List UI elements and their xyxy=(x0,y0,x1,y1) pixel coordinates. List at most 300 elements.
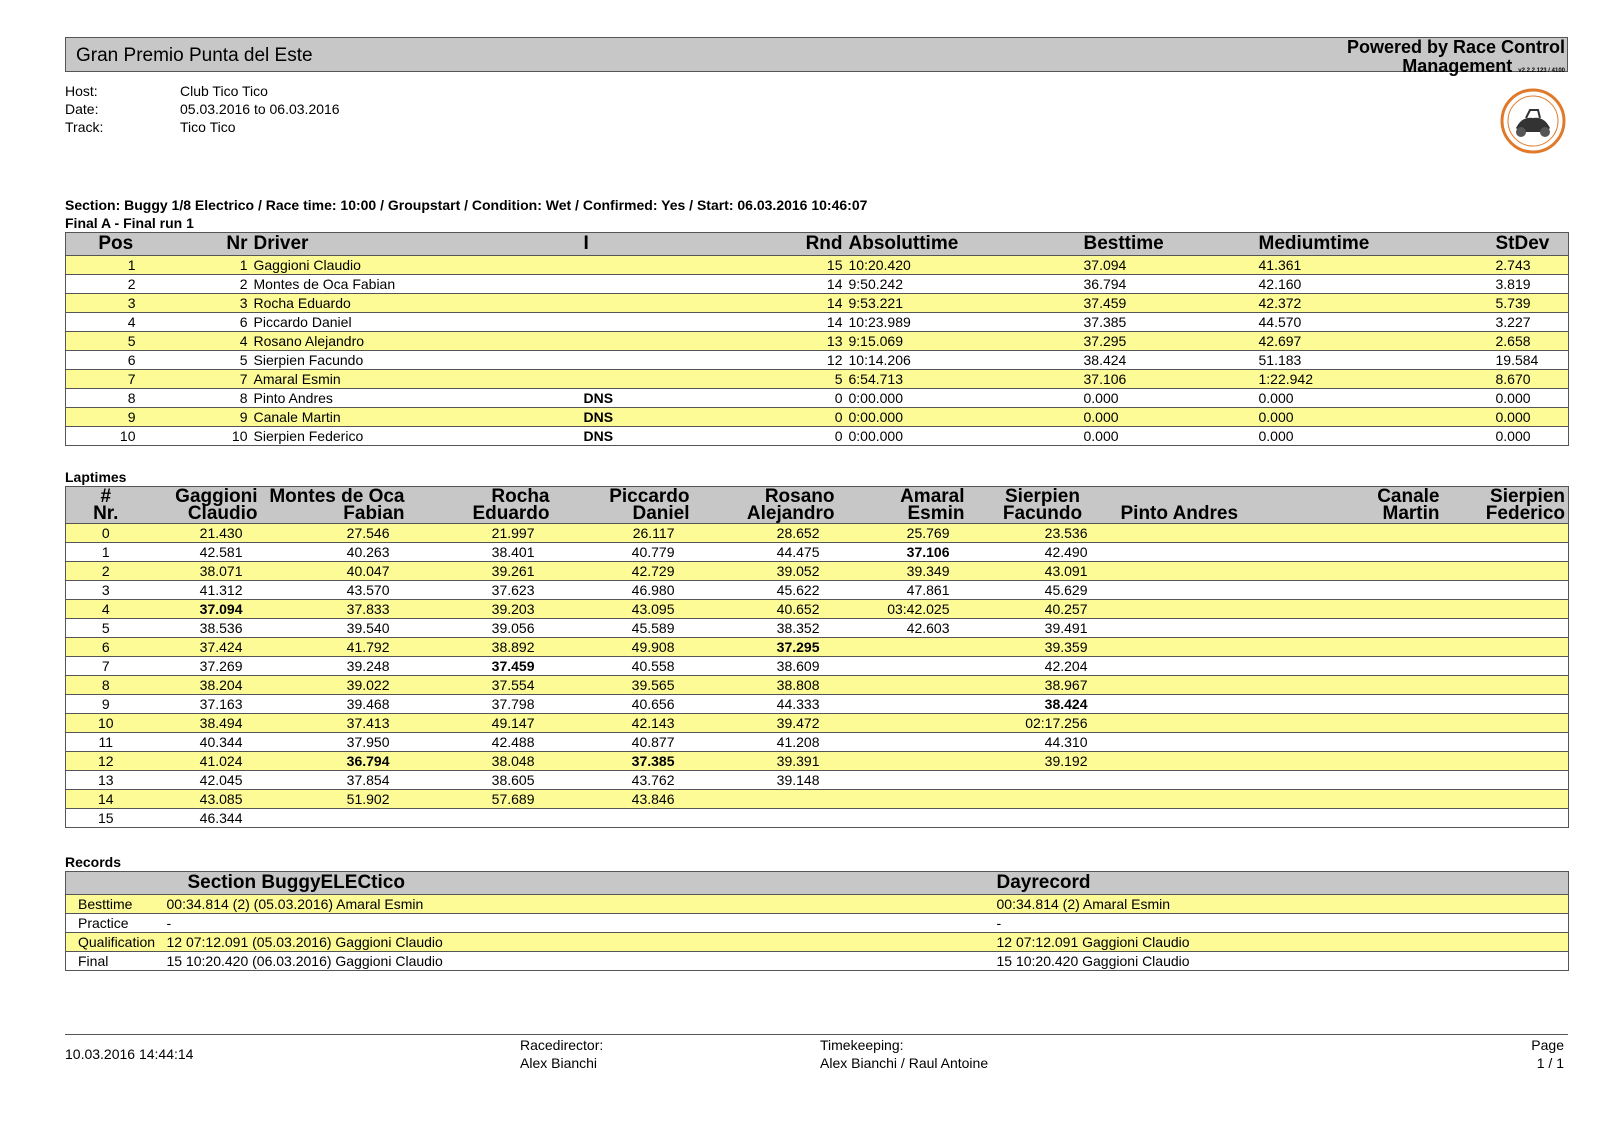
results-cell: 3.227 xyxy=(1493,313,1569,332)
results-cell: 0.000 xyxy=(1493,389,1569,408)
laptime-cell: 43.570 xyxy=(261,581,408,600)
laptime-cell: 38.536 xyxy=(146,619,261,638)
laptimes-header-10 xyxy=(1443,487,1569,524)
laptime-cell: 37.554 xyxy=(408,676,553,695)
laptime-cell: 37.854 xyxy=(261,771,408,790)
laptime-cell: 45.589 xyxy=(553,619,693,638)
laptime-cell: 40.877 xyxy=(553,733,693,752)
laptime-cell: 38.204 xyxy=(146,676,261,695)
results-cell xyxy=(581,275,716,294)
results-cell: 19.584 xyxy=(1493,351,1569,370)
laptime-cell: 12 xyxy=(66,752,146,771)
laptimes-header-line2: Fabian xyxy=(343,503,405,524)
laptime-cell: 36.794 xyxy=(261,752,408,771)
results-cell: 42.372 xyxy=(1256,294,1493,313)
laptime-cell xyxy=(1118,619,1268,638)
laptime-cell: 38.892 xyxy=(408,638,553,657)
laptime-cell xyxy=(1443,581,1569,600)
results-cell: 37.385 xyxy=(1081,313,1256,332)
laptime-cell: 42.045 xyxy=(146,771,261,790)
records-section-header: Section BuggyELECtico xyxy=(164,872,994,895)
laptime-cell: 43.762 xyxy=(553,771,693,790)
laptime-cell xyxy=(1118,581,1268,600)
laptime-cell xyxy=(1443,733,1569,752)
results-cell: 7 xyxy=(166,370,251,389)
results-cell: 5 xyxy=(716,370,846,389)
results-header-2: Driver xyxy=(251,233,581,256)
results-cell: 1 xyxy=(166,256,251,275)
footer-divider xyxy=(65,1034,1568,1035)
laptime-cell: 28.652 xyxy=(693,524,838,543)
table-row xyxy=(66,294,1569,313)
laptime-cell xyxy=(1443,809,1569,828)
laptime-cell: 37.623 xyxy=(408,581,553,600)
laptime-cell xyxy=(1443,695,1569,714)
laptime-cell xyxy=(408,809,553,828)
event-meta xyxy=(65,82,340,136)
results-cell: 0:00.000 xyxy=(846,389,1081,408)
laptime-cell: 38.808 xyxy=(693,676,838,695)
laptime-cell: 38.071 xyxy=(146,562,261,581)
results-cell: 15 xyxy=(716,256,846,275)
laptime-cell xyxy=(838,809,968,828)
laptimes-header-line1: Amaral xyxy=(900,486,965,507)
laptime-cell: 39.022 xyxy=(261,676,408,695)
timekeeping xyxy=(820,1036,988,1072)
racedirector-name: Alex Bianchi xyxy=(520,1055,598,1071)
laptime-cell: 37.833 xyxy=(261,600,408,619)
laptimes-header-9 xyxy=(1268,487,1443,524)
laptime-cell: 41.792 xyxy=(261,638,408,657)
laptime-cell xyxy=(1118,657,1268,676)
powered-by-line2: Management xyxy=(1402,56,1513,76)
table-row xyxy=(66,408,1569,427)
results-header-7: Mediumtime xyxy=(1256,233,1493,256)
laptime-cell xyxy=(968,771,1118,790)
laptime-cell xyxy=(1443,752,1569,771)
results-cell: 9 xyxy=(166,408,251,427)
results-cell: 0.000 xyxy=(1081,389,1256,408)
table-row xyxy=(66,332,1569,351)
laptime-cell xyxy=(838,752,968,771)
laptime-cell xyxy=(1268,562,1443,581)
laptime-cell: 27.546 xyxy=(261,524,408,543)
timekeeping-label: Timekeeping: xyxy=(820,1037,904,1053)
laptime-cell: 40.558 xyxy=(553,657,693,676)
laptime-cell: 40.263 xyxy=(261,543,408,562)
laptime-cell xyxy=(1443,562,1569,581)
results-cell: DNS xyxy=(581,408,716,427)
laptimes-label: Laptimes xyxy=(65,469,127,485)
laptime-cell: 46.344 xyxy=(199,810,243,826)
laptime-cell xyxy=(838,714,968,733)
results-cell: 14 xyxy=(716,313,846,332)
laptime-cell xyxy=(1443,600,1569,619)
results-header-1: Nr xyxy=(166,233,251,256)
laptime-cell: 0 xyxy=(66,524,146,543)
laptimes-header-0 xyxy=(66,487,146,524)
laptime-cell xyxy=(1443,771,1569,790)
laptimes-header-4 xyxy=(553,487,693,524)
laptime-cell: 40.257 xyxy=(968,600,1118,619)
laptime-cell: 8 xyxy=(66,676,146,695)
laptime-cell xyxy=(1268,524,1443,543)
results-cell: 42.160 xyxy=(1256,275,1493,294)
table-row xyxy=(66,427,1569,446)
results-cell: 2 xyxy=(166,275,251,294)
results-header-6: Besttime xyxy=(1081,233,1256,256)
results-cell: 9 xyxy=(66,408,166,427)
results-cell: 10:20.420 xyxy=(846,256,1081,275)
laptime-cell: 9 xyxy=(66,695,146,714)
laptime-cell: 10 xyxy=(66,714,146,733)
laptime-cell: 42.143 xyxy=(553,714,693,733)
version-label: v2.2.2.123 / 4100 xyxy=(1518,68,1565,74)
report-title-bar xyxy=(65,37,1568,76)
laptime-cell xyxy=(1443,524,1569,543)
laptime-cell xyxy=(838,771,968,790)
laptime-cell: 49.908 xyxy=(553,638,693,657)
table-row xyxy=(66,752,1569,771)
laptime-cell: 42.603 xyxy=(838,619,968,638)
results-cell: 2.658 xyxy=(1493,332,1569,351)
laptime-cell: 39.052 xyxy=(693,562,838,581)
table-row xyxy=(66,543,1569,562)
table-row xyxy=(66,714,1569,733)
table-row xyxy=(66,914,1569,933)
results-cell xyxy=(581,370,716,389)
laptime-cell xyxy=(1268,581,1443,600)
laptime-cell: 39.565 xyxy=(553,676,693,695)
laptime-cell xyxy=(1118,524,1268,543)
laptime-cell xyxy=(1443,657,1569,676)
results-cell: 9:15.069 xyxy=(846,332,1081,351)
laptime-cell: 43.085 xyxy=(146,790,261,809)
laptimes-header-line2: Martin xyxy=(1382,503,1440,524)
results-cell: 44.570 xyxy=(1256,313,1493,332)
results-cell xyxy=(581,332,716,351)
results-cell: Sierpien Federico xyxy=(253,428,364,444)
laptimes-header-2 xyxy=(261,487,408,524)
laptime-cell: 38.352 xyxy=(693,619,838,638)
laptime-cell xyxy=(1118,562,1268,581)
laptime-cell: 38.605 xyxy=(408,771,553,790)
laptime-cell xyxy=(1268,752,1443,771)
results-cell: 36.794 xyxy=(1081,275,1256,294)
results-cell: 6 xyxy=(166,313,251,332)
laptime-cell: 37.106 xyxy=(838,543,968,562)
results-cell: 10:23.989 xyxy=(846,313,1081,332)
laptimes-header-line1: Rosano xyxy=(764,486,835,507)
laptimes-header-line1: Rocha xyxy=(491,486,550,507)
record-cell: Qualification xyxy=(66,933,164,952)
records-table xyxy=(65,871,1569,971)
laptime-cell xyxy=(968,790,1118,809)
laptime-cell xyxy=(1268,638,1443,657)
results-cell xyxy=(581,294,716,313)
results-cell: Pinto Andres xyxy=(251,389,581,408)
laptimes-header-line1: Piccardo xyxy=(609,486,690,507)
laptime-cell: 39.148 xyxy=(693,771,838,790)
results-cell: 0:00.000 xyxy=(848,428,903,444)
laptime-cell: 38.967 xyxy=(968,676,1118,695)
laptime-cell xyxy=(1118,676,1268,695)
laptime-cell: 37.413 xyxy=(261,714,408,733)
results-cell: 37.459 xyxy=(1081,294,1256,313)
laptimes-header-7 xyxy=(968,487,1118,524)
laptimes-header-5 xyxy=(693,487,838,524)
results-cell: 12 xyxy=(716,351,846,370)
record-cell: 00:34.814 (2) Amaral Esmin xyxy=(994,895,1569,914)
results-cell: Sierpien Facundo xyxy=(251,351,581,370)
laptime-cell xyxy=(838,657,968,676)
laptime-cell: 4 xyxy=(66,600,146,619)
table-row xyxy=(66,695,1569,714)
table-row xyxy=(66,676,1569,695)
record-cell: 00:34.814 (2) (05.03.2016) Amaral Esmin xyxy=(164,895,994,914)
laptimes-header-line2: Alejandro xyxy=(746,503,835,524)
results-cell: 5 xyxy=(66,332,166,351)
laptimes-header-line2: Federico xyxy=(1485,503,1565,524)
laptime-cell: 37.459 xyxy=(408,657,553,676)
laptime-cell xyxy=(1268,809,1443,828)
results-cell: Amaral Esmin xyxy=(251,370,581,389)
laptime-cell xyxy=(1118,543,1268,562)
laptime-cell xyxy=(1268,790,1443,809)
laptime-cell xyxy=(1268,676,1443,695)
results-cell: 0.000 xyxy=(1495,428,1531,444)
laptime-cell xyxy=(553,809,693,828)
records-dayrecord-header: Dayrecord xyxy=(994,872,1569,895)
results-cell: Canale Martin xyxy=(251,408,581,427)
results-cell: 3 xyxy=(166,294,251,313)
results-cell: 8.670 xyxy=(1493,370,1569,389)
laptime-cell: 13 xyxy=(66,771,146,790)
laptime-cell: 7 xyxy=(66,657,146,676)
results-cell: 0.000 xyxy=(1083,428,1119,444)
laptime-cell xyxy=(838,676,968,695)
table-row xyxy=(66,351,1569,370)
results-cell: 14 xyxy=(716,275,846,294)
laptime-cell: 26.117 xyxy=(553,524,693,543)
laptime-cell: 37.424 xyxy=(146,638,261,657)
laptime-cell xyxy=(1118,600,1268,619)
laptime-cell: 38.048 xyxy=(408,752,553,771)
laptimes-header-8 xyxy=(1118,487,1268,524)
laptime-cell xyxy=(968,809,1118,828)
laptime-cell: 42.204 xyxy=(968,657,1118,676)
printed-timestamp: 10.03.2016 14:44:14 xyxy=(65,1046,194,1062)
laptime-cell: 39.468 xyxy=(261,695,408,714)
laptime-cell xyxy=(1118,733,1268,752)
laptime-cell: 47.861 xyxy=(838,581,968,600)
timekeeping-names: Alex Bianchi / Raul Antoine xyxy=(820,1055,989,1071)
results-cell: 0 xyxy=(716,408,846,427)
laptimes-header-line1: Sierpien xyxy=(1490,486,1565,507)
laptime-cell xyxy=(1268,657,1443,676)
laptimes-header-line1: # xyxy=(100,486,112,507)
results-header-0: Pos xyxy=(66,233,166,256)
laptime-cell: 39.248 xyxy=(261,657,408,676)
laptime-cell xyxy=(1118,771,1268,790)
laptimes-header-line2: Nr. xyxy=(93,503,119,524)
record-cell: 12 07:12.091 (05.03.2016) Gaggioni Claudio xyxy=(164,933,994,952)
results-cell: 37.295 xyxy=(1081,332,1256,351)
laptime-cell: 37.950 xyxy=(261,733,408,752)
laptime-cell xyxy=(1443,790,1569,809)
laptime-cell: 43.091 xyxy=(968,562,1118,581)
record-cell: Besttime xyxy=(66,895,164,914)
results-table xyxy=(65,232,1569,446)
table-row xyxy=(66,790,1569,809)
laptime-cell: 40.656 xyxy=(553,695,693,714)
results-cell: 0 xyxy=(834,428,843,444)
laptime-cell: 51.902 xyxy=(261,790,408,809)
laptimes-header-line1: Canale xyxy=(1377,486,1440,507)
laptime-cell: 37.163 xyxy=(146,695,261,714)
laptime-cell xyxy=(838,638,968,657)
laptime-cell: 39.359 xyxy=(968,638,1118,657)
laptime-cell: 43.095 xyxy=(553,600,693,619)
records-label: Records xyxy=(65,854,122,870)
laptime-cell xyxy=(693,790,838,809)
results-cell: 10 xyxy=(231,428,248,444)
report-title: Gran Premio Punta del Este xyxy=(76,45,313,66)
laptime-cell: 42.490 xyxy=(968,543,1118,562)
laptime-cell xyxy=(838,790,968,809)
laptime-cell: 40.344 xyxy=(146,733,261,752)
laptime-cell: 39.391 xyxy=(693,752,838,771)
laptimes-header-line2: Claudio xyxy=(187,503,258,524)
laptime-cell: 41.312 xyxy=(146,581,261,600)
laptime-cell xyxy=(1268,733,1443,752)
page-label: Page xyxy=(1531,1037,1564,1053)
laptime-cell: 37.798 xyxy=(408,695,553,714)
results-cell: Montes de Oca Fabian xyxy=(251,275,581,294)
laptime-cell: 21.997 xyxy=(408,524,553,543)
laptime-cell: 14 xyxy=(66,790,146,809)
record-cell: Final xyxy=(78,953,109,969)
laptime-cell: 46.980 xyxy=(553,581,693,600)
table-row xyxy=(66,657,1569,676)
laptime-cell xyxy=(1118,714,1268,733)
results-cell: 4 xyxy=(66,313,166,332)
table-row xyxy=(66,733,1569,752)
results-cell: 0.000 xyxy=(1258,428,1294,444)
results-cell: 1:22.942 xyxy=(1256,370,1493,389)
racedirector-label: Racedirector: xyxy=(520,1037,604,1053)
laptime-cell xyxy=(1118,752,1268,771)
laptime-cell xyxy=(1268,600,1443,619)
laptime-cell: 39.491 xyxy=(968,619,1118,638)
results-cell: DNS xyxy=(581,389,716,408)
results-cell: 51.183 xyxy=(1256,351,1493,370)
results-cell: Rocha Eduardo xyxy=(251,294,581,313)
laptime-cell: 37.269 xyxy=(146,657,261,676)
results-header-8: StDev xyxy=(1493,233,1569,256)
laptime-cell: 37.094 xyxy=(146,600,261,619)
laptime-cell xyxy=(1443,676,1569,695)
results-cell: 5.739 xyxy=(1493,294,1569,313)
laptimes-table xyxy=(65,486,1569,828)
laptime-cell: 6 xyxy=(66,638,146,657)
laptime-cell xyxy=(838,733,968,752)
laptime-cell: 11 xyxy=(66,733,146,752)
laptime-cell: 39.349 xyxy=(838,562,968,581)
table-row xyxy=(66,638,1569,657)
laptime-cell: 38.494 xyxy=(146,714,261,733)
results-cell: 37.106 xyxy=(1081,370,1256,389)
laptime-cell: 57.689 xyxy=(408,790,553,809)
laptime-cell: 38.401 xyxy=(408,543,553,562)
laptime-cell xyxy=(261,809,408,828)
results-cell xyxy=(581,313,716,332)
results-cell: 41.361 xyxy=(1256,256,1493,275)
results-cell: 0.000 xyxy=(1256,408,1493,427)
results-cell: 4 xyxy=(166,332,251,351)
laptime-cell: 39.540 xyxy=(261,619,408,638)
laptime-cell: 44.475 xyxy=(693,543,838,562)
laptime-cell: 40.779 xyxy=(553,543,693,562)
laptime-cell: 15 xyxy=(97,810,114,826)
club-logo-icon xyxy=(1500,88,1566,154)
laptime-cell xyxy=(693,809,838,828)
laptime-cell: 39.056 xyxy=(408,619,553,638)
laptime-cell xyxy=(1268,543,1443,562)
laptime-cell: 42.488 xyxy=(408,733,553,752)
results-header-5: Absoluttime xyxy=(846,233,1081,256)
laptimes-header-line2: Esmin xyxy=(907,503,965,524)
table-row xyxy=(66,771,1569,790)
powered-by xyxy=(1347,38,1565,81)
laptimes-header-3 xyxy=(408,487,553,524)
laptime-cell: 38.609 xyxy=(693,657,838,676)
laptimes-header-line1: Montes de Oca xyxy=(269,486,405,507)
results-cell: Piccardo Daniel xyxy=(251,313,581,332)
laptimes-header-line1: Gaggioni xyxy=(175,486,258,507)
laptime-cell: 03:42.025 xyxy=(838,600,968,619)
table-row xyxy=(66,809,1569,828)
table-row xyxy=(66,895,1569,914)
results-cell: 42.697 xyxy=(1256,332,1493,351)
record-cell: 15 10:20.420 (06.03.2016) Gaggioni Claudio xyxy=(166,953,443,969)
results-cell: 9:50.242 xyxy=(846,275,1081,294)
laptimes-header-1 xyxy=(146,487,261,524)
results-cell: 14 xyxy=(716,294,846,313)
laptimes-header-line2: Daniel xyxy=(632,503,690,524)
laptime-cell: 44.333 xyxy=(693,695,838,714)
laptime-cell: 42.581 xyxy=(146,543,261,562)
laptime-cell: 2 xyxy=(66,562,146,581)
table-row xyxy=(66,389,1569,408)
laptime-cell xyxy=(1118,809,1268,828)
laptime-cell xyxy=(1443,714,1569,733)
laptime-cell: 45.622 xyxy=(693,581,838,600)
racedirector xyxy=(520,1036,603,1072)
laptime-cell: 44.310 xyxy=(968,733,1118,752)
laptime-cell: 39.192 xyxy=(968,752,1118,771)
results-cell: 13 xyxy=(716,332,846,351)
table-row xyxy=(66,275,1569,294)
laptime-cell xyxy=(1268,619,1443,638)
laptime-cell: 42.729 xyxy=(553,562,693,581)
meta-host: Host: Club Tico Tico xyxy=(65,83,268,99)
laptime-cell: 25.769 xyxy=(838,524,968,543)
results-cell: 5 xyxy=(166,351,251,370)
laptime-cell: 39.203 xyxy=(408,600,553,619)
results-cell: 0 xyxy=(716,389,846,408)
laptime-cell: 43.846 xyxy=(553,790,693,809)
